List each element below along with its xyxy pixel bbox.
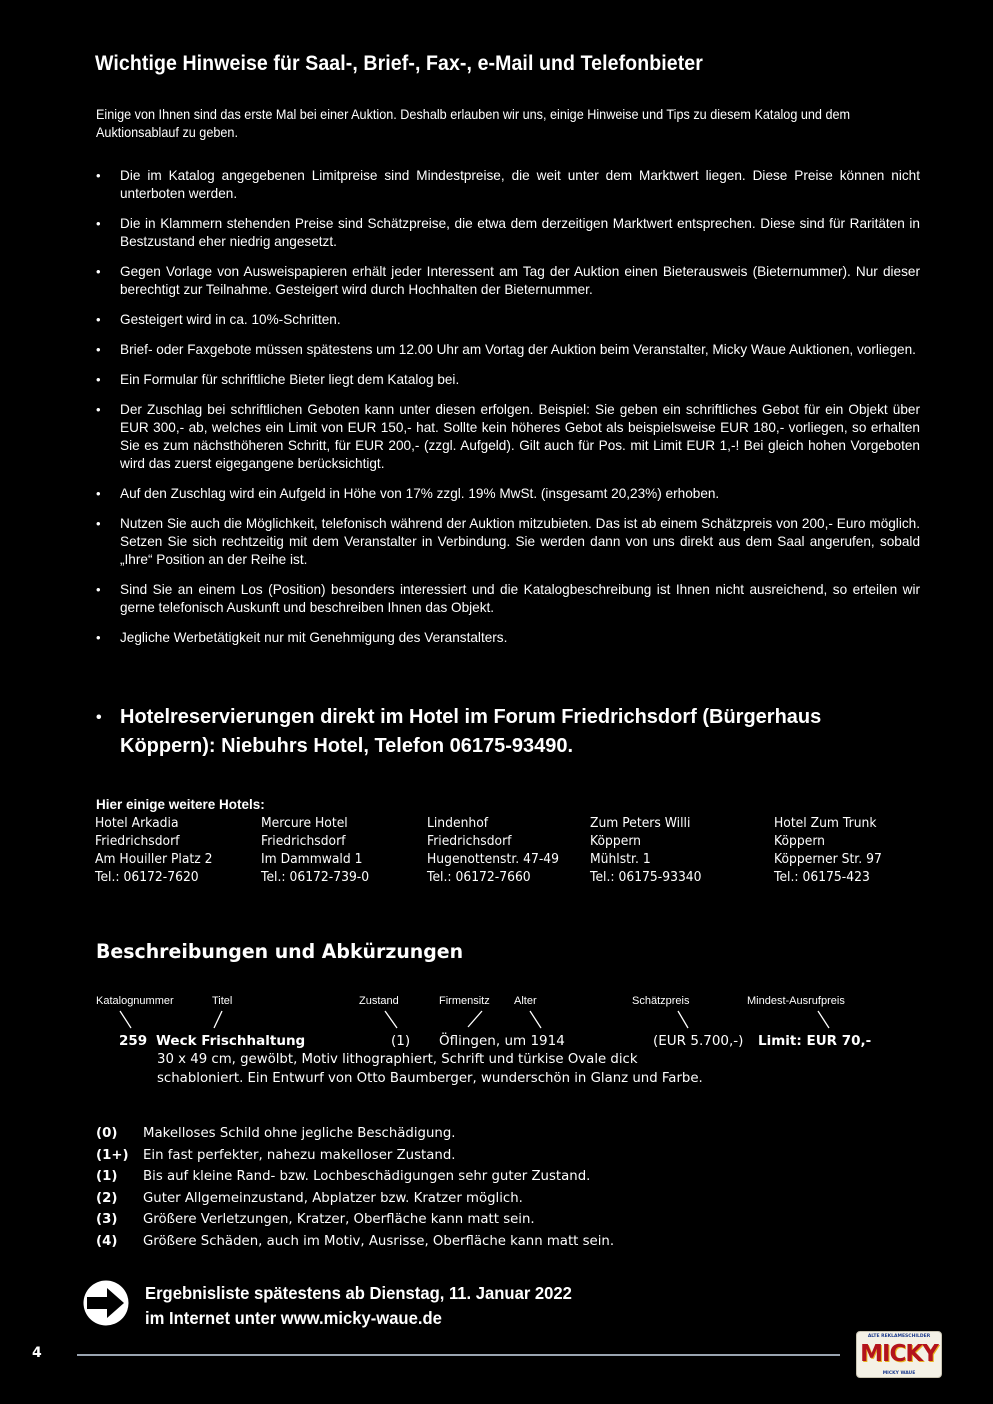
- pointer-line: [676, 1010, 692, 1030]
- list-item: • Nutzen Sie auch die Möglichkeit, telefonisch während der Auktion mitzubieten. Das ist ab einem Schätzpreis von 200,- Euro möglich. Setzen Sie sich rechtzeitig mit dem Veranstalter in Verbindung. Sie werden dann von uns direkt aus dem Saal angerufen, sobald „Ihre“ Position an der Reihe ist.: [96, 516, 920, 567]
- intro-paragraph: Einige von Ihnen sind das erste Mal bei einer Auktion. Deshalb erlauben wir uns, einige Hinweise und Tips zu diesem Katalog und dem Auktionsablauf zu geben.: [96, 107, 851, 140]
- result-notice: Ergebnisliste spätestens ab Dienstag, 11. Januar 2022 im Internet unter www.micky-waue.de: [145, 1281, 572, 1331]
- list-item: • Jegliche Werbetätigkeit nur mit Genehmigung des Veranstalters.: [96, 630, 508, 645]
- hotel-street: Köpperner Str. 97: [774, 852, 882, 867]
- bullet-icon: •: [96, 264, 101, 279]
- list-item: • Der Zuschlag bei schriftlichen Geboten kann unter diesen erfolgen. Beispiel: Sie geben ein schriftliches Gebot für ein Objekt über EUR 300,- ab, welches ein Limit von EUR 150,- hat. Sollte kein höheres Gebot als beispielsweise EUR 180,- vorliegen, so erhalten Sie es zum nächsthöheren Schritt, für EUR 200,- (zzgl. Aufgeld). Gilt auch für Pos. mit Limit EUR 1,-! Bei gleich hohen Vorgeboten wird das zuerst eigegangene berücksichtigt.: [96, 402, 920, 471]
- list-item: • Auf den Zuschlag wird ein Aufgeld in Höhe von 17% zzgl. 19% MwSt. (insgesamt 20,23%) erhoben.: [96, 486, 720, 501]
- hotel-city: Friedrichsdorf: [261, 834, 346, 849]
- hotel-street: Am Houiller Platz 2: [95, 852, 213, 867]
- bullet-icon: •: [96, 709, 102, 726]
- bullet-icon: •: [96, 168, 101, 183]
- hotel-phone: Tel.: 06172-739-0: [261, 870, 370, 885]
- pointer-line: [383, 1010, 399, 1030]
- bullet-icon: •: [96, 402, 101, 417]
- hotel-reservation-note: • Hotelreservierungen direkt im Hotel im Forum Friedrichsdorf (Bürgerhaus Köppern): Niebuhrs Hotel, Telefon 06175-93490.: [96, 703, 856, 761]
- pointer-line: [466, 1010, 484, 1030]
- hotel-name: Hotel Zum Trunk: [774, 816, 877, 831]
- pointer-line: [211, 1010, 227, 1030]
- hotel-street: Mühlstr. 1: [590, 852, 651, 867]
- list-item: • Brief- oder Faxgebote müssen spätestens um 12.00 Uhr am Vortag der Auktion beim Veranstalter, Micky Waue Auktionen, vorliegen.: [96, 342, 916, 357]
- bullet-icon: •: [96, 372, 101, 387]
- pointer-line: [528, 1010, 544, 1030]
- hotel-entry: [95, 815, 213, 887]
- example-number: 259: [119, 1033, 148, 1049]
- bullet-icon: •: [96, 486, 101, 501]
- example-condition: (1): [391, 1033, 411, 1049]
- hotel-name: Mercure Hotel: [261, 816, 348, 831]
- hotels-heading: Hier einige weitere Hotels:: [96, 797, 265, 812]
- bullet-icon: •: [96, 516, 101, 531]
- hotel-phone: Tel.: 06175-93340: [590, 870, 702, 885]
- hotel-phone: Tel.: 06175-423: [774, 870, 870, 885]
- hotel-city: Friedrichsdorf: [95, 834, 180, 849]
- hotel-entry: [261, 815, 369, 887]
- list-item: • Gegen Vorlage von Ausweispapieren erhält jeder Interessent am Tag der Auktion einen Bieterausweis (Bieternummer). Nur dieser berechtigt zur Teilnahme. Gesteigert wird durch Hochhalten der Bieternummer.: [96, 264, 920, 297]
- bullet-icon: •: [96, 342, 101, 357]
- page-number: 4: [32, 1345, 42, 1361]
- bullet-icon: •: [96, 312, 101, 327]
- hotel-entry: [590, 815, 702, 887]
- label-alter: Alter: [514, 995, 537, 1007]
- page-title: Wichtige Hinweise für Saal-, Brief-, Fax-, e-Mail und Telefonbieter: [95, 52, 703, 75]
- example-limit: Limit: EUR 70,-: [758, 1033, 872, 1049]
- hotel-name: Lindenhof: [427, 816, 489, 831]
- footer-divider: [77, 1354, 840, 1356]
- notes-list: [96, 167, 920, 659]
- list-item: • Die im Katalog angegebenen Limitpreise sind Mindestpreise, die weit unter dem Marktwert liegen. Diese Preise können nicht unterboten werden.: [96, 168, 920, 201]
- list-item: • Ein Formular für schriftliche Bieter liegt dem Katalog bei.: [96, 372, 460, 387]
- label-firmensitz: Firmensitz: [439, 995, 490, 1007]
- hotel-city: Köppern: [774, 834, 826, 849]
- list-item: • Die in Klammern stehenden Preise sind Schätzpreise, die etwa dem derzeitigen Marktwert entsprechen. Diese sind für Raritäten in Bestzustand eher niedrig angesetzt.: [96, 216, 920, 249]
- hotel-street: Im Dammwald 1: [261, 852, 363, 867]
- arrow-right-circle-icon: [83, 1280, 129, 1326]
- label-titel: Titel: [212, 995, 233, 1007]
- hotel-entry: [774, 815, 882, 887]
- label-mindest-ausrufpreis: Mindest-Ausrufpreis: [747, 995, 845, 1007]
- hotel-city: Köppern: [590, 834, 642, 849]
- pointer-line: [816, 1010, 832, 1030]
- section-heading: Beschreibungen und Abkürzungen: [96, 940, 464, 963]
- website-link[interactable]: im Internet unter www.micky-waue.de: [145, 1308, 442, 1328]
- hotel-phone: Tel.: 06172-7660: [427, 870, 531, 885]
- bullet-icon: •: [96, 582, 101, 597]
- example-title: Weck Frischhaltung: [156, 1033, 306, 1049]
- micky-logo: ALTE REKLAMESCHILDER MICKY MICKY WAUE: [856, 1331, 942, 1378]
- pointer-line: [118, 1010, 134, 1030]
- hotel-city: Friedrichsdorf: [427, 834, 512, 849]
- hotel-phone: Tel.: 06172-7620: [95, 870, 199, 885]
- bullet-icon: •: [96, 630, 101, 645]
- hotel-name: Hotel Arkadia: [95, 816, 179, 831]
- hotel-street: Hugenottenstr. 47-49: [427, 852, 560, 867]
- page: Wichtige Hinweise für Saal-, Brief-, Fax-, e-Mail und Telefonbieter Einige von Ihnen sind das erste Mal bei einer Auktion. Deshalb erlauben wir uns, einige Hinweise und Tips zu diesem Katalog und dem Auktionsablauf zu geben. • Die im Katalog angegebenen Limitpreise sind Mindestpreise, die weit unter dem Marktwert liegen. Diese Preise können nicht unterboten werden. • Die in Klammern stehenden Preise sind Schätzpreise, die etwa dem derzeitigen Marktwert entsprechen. Diese sind für Raritäten in Bestzustand eher niedrig angesetzt. • Gegen Vorlage von Ausweispapieren erhält jeder Interessent am Tag der Auktion einen Bieterausweis (Bieternummer). Nur dieser berechtigt zur Teilnahme. Gesteigert wird durch Hochhalten der Bieternummer. • Gesteigert wird in ca. 10%-Schritten. • Brief- oder Faxgebote müssen spätestens um 12.00 Uhr am Vortag der Auktion beim Veranstalter, Micky Waue Auktionen, vorliegen. • Ein Formular für schriftliche Bieter liegt dem Katalog bei. • Der Zuschlag bei schriftlichen Geboten kann unter diesen erfolgen. Beispiel: Sie geben ein schriftliches Gebot für ein Objekt über EUR 300,- ab, welches ein Limit von EUR 150,- hat. Sollte kein höheres Gebot als beispielsweise EUR 180,- vorliegen, so erhalten Sie es zum nächsthöheren Schritt, für EUR 200,- (zzgl. Aufgeld). Gilt auch für Pos. mit Limit EUR 1,-! Bei gleich hohen Vorgeboten wird das zuerst eigegangene berücksichtigt. • Auf den Zuschlag wird ein Aufgeld in Höhe von 17% zzgl. 19% MwSt. (insgesamt 20,23%) erhoben. • Nutzen Sie auch die Möglichkeit, telefonisch während der Auktion mitzubieten. Das ist ab einem Schätzpreis von 200,- Euro möglich. Setzen Sie sich rechtzeitig mit dem Veranstalter in Verbindung. Sie werden dann von uns direkt aus dem Saal angerufen, sobald „Ihre“ Position an der Reihe ist. • Sind Sie an einem Los (Position) besonders interessiert und die Katalogbeschreibung ist Ihnen nicht ausreichend, so erteilen wir gerne telefonisch Auskunft und beschreiben Ihnen das Objekt. • Jegliche Werbetätigkeit nur mit Genehmigung des Veranstalters. • Hotelreservierungen direkt im Hotel im Forum Friedrichsdorf (Bürgerhaus Köppern): Niebuhrs Hotel, Telefon 06175-93490. Hier einige weitere Hotels: Hotel Arkadia Friedrichsdorf Am Houiller Platz 2 Tel.: 06172-7620 Mercure Hotel Friedrichsdorf Im Dammwald 1 Tel.: 06172-739-0 Lindenhof Friedrichsdorf Hugenottenstr. 47-49 Tel.: 06172-7660 Zum Peters Willi Köppern Mühlstr. 1 Tel.: 06175-93340 Hotel Zum Trunk Köppern Köpperner Str. 97 Tel.: 06175-423 Beschreibungen und Abkürzungen Katalognummer Titel Zustand Firmensitz Alter Schätzpreis Mindest-Ausrufpreis 259 Weck Frischhaltung (1) Öflingen, um 1914 (EUR 5.700,-) Limit: EUR 70,- 30 x 49 cm, gewölbt, Motiv lithographiert, Schrift und türkise Ovale dick schabloniert. Ein Entwurf von Otto Baumberger, wunderschön in Glanz und Farbe. (0) Makelloses Schild ohne jegliche Beschädigung. (1+) Ein fast perfekter, nahezu makelloser Zustand. (1) Bis auf kleine Rand- bzw. Lochbeschädigungen sehr guter Zustand. (2) Guter Allgemeinzustand, Abplatzer bzw. Kratzer möglich. (3) Größere Verletzungen, Kratzer, Oberfläche kann matt sein. (4) Größere Schäden, auch im Motiv, Ausrisse, Oberfläche kann matt sein. Ergebnisliste spätestens ab Dienstag, 11. Januar 2022 im Internet unter www.micky-waue.de 4 ALTE REKLAMESCHILDER MICKY MICKY WAUE: [0, 0, 993, 1404]
- list-item: • Gesteigert wird in ca. 10%-Schritten.: [96, 312, 341, 327]
- list-item: • Sind Sie an einem Los (Position) besonders interessiert und die Katalogbeschreibung ist Ihnen nicht ausreichend, so erteilen wir gerne telefonisch Auskunft und beschreiben Ihnen das Objekt.: [96, 582, 920, 615]
- bullet-icon: •: [96, 216, 101, 231]
- label-zustand: Zustand: [359, 995, 399, 1007]
- example-description: 30 x 49 cm, gewölbt, Motiv lithographiert, Schrift und türkise Ovale dick schabloniert. Ein Entwurf von Otto Baumberger, wunderschön in Glanz und Farbe.: [157, 1052, 703, 1086]
- hotel-entry: [427, 815, 559, 887]
- label-schaetzpreis: Schätzpreis: [632, 995, 690, 1007]
- label-katalognummer: Katalognummer: [96, 995, 174, 1007]
- hotel-name: Zum Peters Willi: [590, 816, 691, 831]
- example-estimate: (EUR 5.700,-): [653, 1033, 744, 1049]
- example-location-age: Öflingen, um 1914: [439, 1033, 565, 1049]
